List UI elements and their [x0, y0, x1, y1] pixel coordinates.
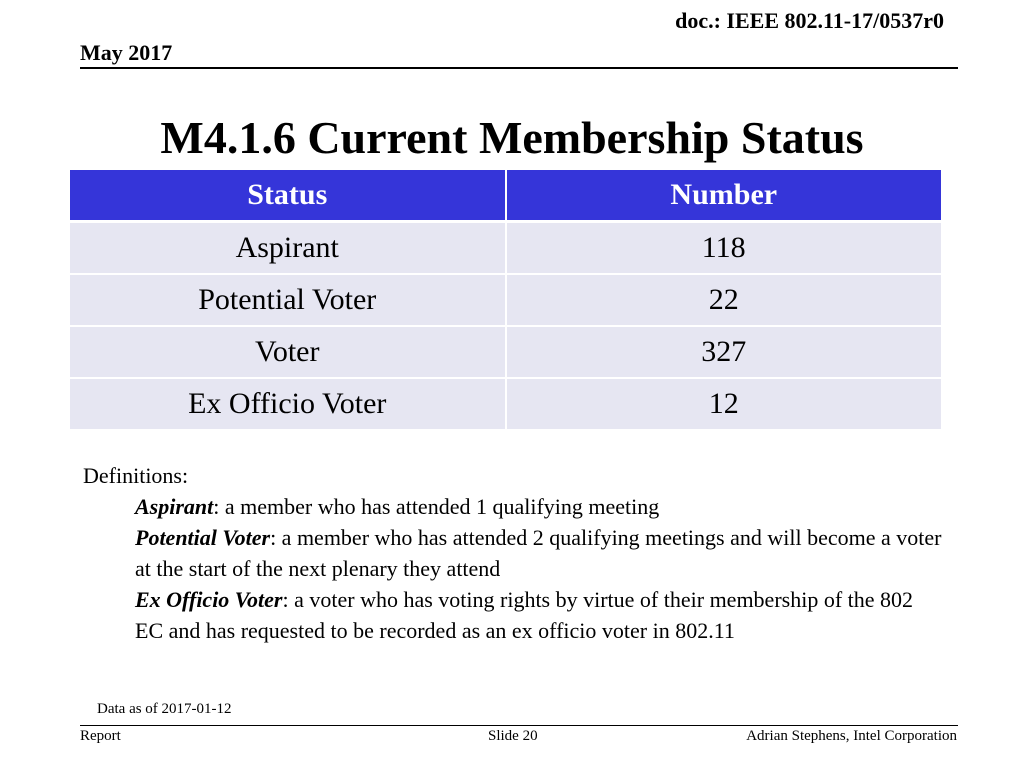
slide-title: M4.1.6 Current Membership Status [160, 112, 864, 163]
table-header-row [70, 170, 941, 222]
number-cell: 118 [506, 222, 942, 275]
definition-item [83, 491, 943, 522]
number-cell: 12 [506, 378, 942, 430]
status-cell: Voter [70, 326, 506, 378]
footer-author: Adrian Stephens, Intel Corporation [746, 728, 957, 744]
definitions-heading: Definitions: [83, 463, 189, 488]
footer-slide-number: Slide 20 [488, 728, 538, 744]
definition-term: Ex Officio Voter [135, 587, 283, 612]
definition-text: : a member who has attended 1 qualifying meeting [213, 494, 660, 519]
definition-text: : a voter who has voting rights by virtue of their membership of the 802 EC and has requested to be recorded as an ex officio voter in 802.11 [135, 587, 914, 643]
membership-table [70, 170, 941, 431]
document-date: May 2017 [80, 40, 173, 65]
data-as-of-note: Data as of 2017-01-12 [97, 701, 232, 717]
status-cell: Potential Voter [70, 274, 506, 326]
definition-text: : a member who has attended 2 qualifying meetings and will become a voter at the start of the next plenary they attend [135, 525, 942, 581]
document-id: doc.: IEEE 802.11-17/0537r0 [675, 8, 944, 33]
status-cell: Aspirant [70, 222, 506, 275]
definition-term: Potential Voter [135, 525, 271, 550]
table-row [70, 274, 941, 326]
column-header-status: Status [70, 170, 506, 222]
column-header-number: Number [506, 170, 942, 222]
footer-divider [80, 725, 958, 726]
number-cell: 327 [506, 326, 942, 378]
definition-item [83, 522, 943, 584]
footer-report-label: Report [80, 728, 121, 744]
header-divider [80, 67, 958, 69]
definition-item [83, 584, 943, 646]
number-cell: 22 [506, 274, 942, 326]
status-cell: Ex Officio Voter [70, 378, 506, 430]
definitions-block [83, 460, 943, 646]
table-row [70, 378, 941, 430]
table-row [70, 326, 941, 378]
definition-term: Aspirant [135, 494, 214, 519]
table-row [70, 222, 941, 275]
